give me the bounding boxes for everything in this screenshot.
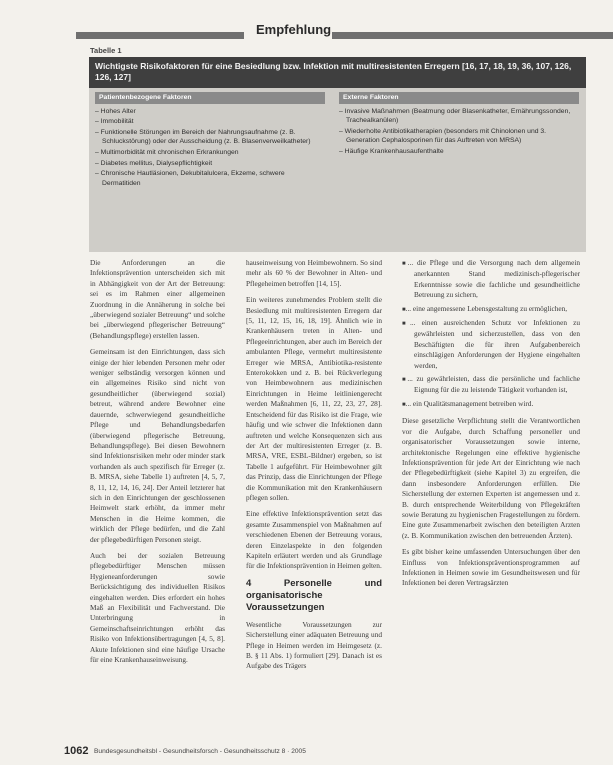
page-title: Empfehlung <box>256 22 332 37</box>
patient-factor-item: – Immobilität <box>95 117 325 127</box>
journal-reference: Bundesgesundheitsbl - Gesundheitsforsch - Gesundheitsschutz 8 · 2005 <box>94 748 306 755</box>
dash-list-item: ■ ... eine angemessene Lebensgestaltung zu ermöglichen, <box>402 304 580 315</box>
paragraph: Auch bei der sozialen Betreuung pflegebedürftiger Menschen müssen Hygieneanforderungen sowie Berücksichtigung des individuellen Risikos eingehalten werden. Dies erfordert ein hohes Maß an Flexibilität und Fachverstand. Die Unterbringung in Gemeinschaftseinrichtungen erhöht das Risiko von Infektionsübertragungen [4, 5, 8]. Akute Infektionen sind eine häufige Ursache für eine Krankenhauseinweisung. <box>90 550 225 665</box>
header-rule <box>332 32 613 39</box>
patient-factor-item: – Multimorbidität mit chronischen Erkrankungen <box>95 148 325 158</box>
dash-list-item: ■ ... die Pflege und die Versorgung nach dem allgemein anerkannten Stand medizinisch-pflegerischer Erkenntnisse sowie die fachliche und gesundheitliche Betreuung zu sichern, <box>402 258 580 301</box>
page-number: 1062 <box>64 745 89 757</box>
patient-factors-column <box>95 92 325 189</box>
patient-factor-item: – Diabetes mellitus, Dialysepflichtigkeit <box>95 159 325 169</box>
dash-list-item: ■ ... ein Qualitätsmanagement betreiben wird. <box>402 399 580 410</box>
paragraph: Die Anforderungen an die Infektionsprävention unterscheiden sich mit in Abhängigkeit von der Art der Betreuung: sei es im Rahmen einer allgemeinen Zuordnung in die Annäherung in solche bei „überwiegend sozialer Betreuung“ und solche bei „überwiegend pflegerischer Betreuung“ (Behandlungspflege) erstellen lassen. <box>90 258 225 340</box>
external-factors-title: Externe Faktoren <box>339 92 579 104</box>
header-bar <box>76 32 244 39</box>
patient-factor-item: – Funktionelle Störungen im Bereich der Nahrungsaufnahme (z. B. Schluckstörung) oder der Ausscheidung (z. B. Blasenverweilkatheter) <box>95 128 325 147</box>
risk-factors-table <box>89 57 586 252</box>
paragraph: Diese gesetzliche Verpflichtung stellt die Verantwortlichen vor die Aufgabe, durch Schaffung personeller und organisatorischer Voraussetzungen sowie interne, architektonische Regelungen eine effektive hygienische Infektionsprävention für jede Art der Einrichtung wie nach der Pflegebedürftigkeit (siehe Kapitel 3) zu ergreifen, die dann insbesondere Anforderungen erfüllen. Die Sicherstellung der externen Experten ist angemessen und z. B. durch entsprechende Weiterbildung von Pflegekräften sowie Beratung zu hygienischen Fragestellungen zu fördern. Eine gute Zusammenarbeit zwischen den beteiligten Arzten (z. B. Kommunikation zwischen den betreuenden Ärzten). <box>402 416 580 540</box>
external-factor-item: – Invasive Maßnahmen (Beatmung oder Blasenkatheter, Ernährungssonden, Trachealkanülen) <box>339 107 579 126</box>
dash-list-item: ■ ... zu gewährleisten, dass die persönliche und fachliche Eignung für die zu leistende Tätigkeit vorhanden ist, <box>402 374 580 396</box>
text-column-1 <box>90 258 225 671</box>
paragraph: Eine effektive Infektionsprävention setzt das gesamte Zusammenspiel von Maßnahmen auf verschiedenen Ebenen der Betreuung voraus, deren Einzelaspekte in den folgenden Kapiteln erläutert werden und als Grundlage für die Infektionsprävention in Heimen gelten. <box>246 509 382 571</box>
table-heading: Wichtigste Risikofaktoren für eine Besiedlung bzw. Infektion mit multiresistenten Erregern [16, 17, 18, 19, 36, 107, 126, 126, 127] <box>89 57 586 88</box>
external-factors-column <box>339 92 579 158</box>
paragraph: hauseinweisung von Heimbewohnern. So sind mehr als 60 % der Bewohner in Alten- und Pflegeheimen betroffen [14, 15]. <box>246 258 382 288</box>
patient-factor-item: – Hohes Alter <box>95 107 325 117</box>
paragraph: Ein weiteres zunehmendes Problem stellt die Besiedlung mit multiresistenten Erregern dar [5, 11, 12, 15, 16, 18, 19]. Ähnlich wie in Krankenhäusern treten in Alten- und Pflegeeinrichtungen, aber auch im Bereich der ambulanten Pflege, vermehrt multiresistente Erreger wie MRSA, Antibiotika-resistente Enterokokken und z. B. bei Rückverlegung von Heimbewohnern aus medizinischen Einrichtungen in Heime leitliniengerecht werden Maßnahmen [6, 11, 22, 23, 27, 28]. Entscheidend für das Risiko ist die Frage, wie häufig und wie schwer die Infektionen dann auftreten und welche Konsequenzen sich aus der Art der multiresistenten Erreger (z. B. MRSA, VRE, ESBL-Bildner) ergeben, so ist Tabelle 1 aufgeführt. Für Heimbewohner gilt das Prinzip, dass die Einrichtungen der Pflege die Kommunikation mit den Krankenhäusern pflegen sollen. <box>246 295 382 502</box>
text-column-2 <box>246 258 382 678</box>
dash-list-item: ■ ... einen ausreichenden Schutz vor Infektionen zu gewährleisten und sicherzustellen, dass von den Beschäftigten die für ihren Aufgabenbereich einschlägigen Anforderungen der Hygiene eingehalten werden, <box>402 318 580 371</box>
external-factor-item: – Wiederholte Antibiotikatherapien (besonders mit Chinolonen und 3. Generation Cephalosporinen für das Auftreten von MRSA) <box>339 127 579 146</box>
text-column-3 <box>402 258 580 595</box>
page-footer <box>64 745 604 761</box>
page-header <box>76 22 613 44</box>
table-label: Tabelle 1 <box>90 46 122 55</box>
section-heading: 4 Personelle und organisatorische Voraussetzungen <box>246 577 382 613</box>
external-factor-item: – Häufige Krankenhausaufenthalte <box>339 147 579 157</box>
patient-factors-title: Patientenbezogene Faktoren <box>95 92 325 104</box>
patient-factor-item: – Chronische Hautläsionen, Dekubitalulcera, Ekzeme, schwere Dermatitiden <box>95 169 325 188</box>
paragraph: Wesentliche Voraussetzungen zur Sicherstellung einer adäquaten Betreuung und Pflege in Heimen werden im Heimgesetz (z. B. § 11 Abs. 1) formuliert [29]. Danach ist es Aufgabe des Trägers <box>246 619 382 671</box>
paragraph: Gemeinsam ist den Einrichtungen, dass sich einige der hier lebenden Personen mehr oder weniger selbständig versorgen können und ein allgemeines Risiko sind nicht von gesundheitlicher (überwiegend sozial) betreut, während andere Bewohner eine dauernde, schwerwiegend gesundheitliche Pflege und Behandlungsbedarfen (überwiegend pflegerische Betreuung, Behandlungspflege). Bei diesen Bewohnern sind Infektionsrisiken mehr oder minder stark vorhanden als auch spezifisch für Erreger (z. B. MRSA, siehe Tabelle 1) auftreten [4, 5, 7, 8, 11, 12, 14, 16, 24]. Der Anteil letzterer hat sich in den Einrichtungen der geschlossenen Heimwelt stark erhöht, da immer mehr Menschen in die Heime kommen, die wirklich der Pflege bedürfen, und die Zahl der pflegebedürftigen Personen steigt. <box>90 347 225 544</box>
paragraph: Es gibt bisher keine umfassenden Untersuchungen über den Einfluss von Infektionspräventionsprogrammen auf Infektionen in Heimen sowie im Gesundheitswesen und für Infektionen bei deren Vertragsärzten <box>402 547 580 588</box>
